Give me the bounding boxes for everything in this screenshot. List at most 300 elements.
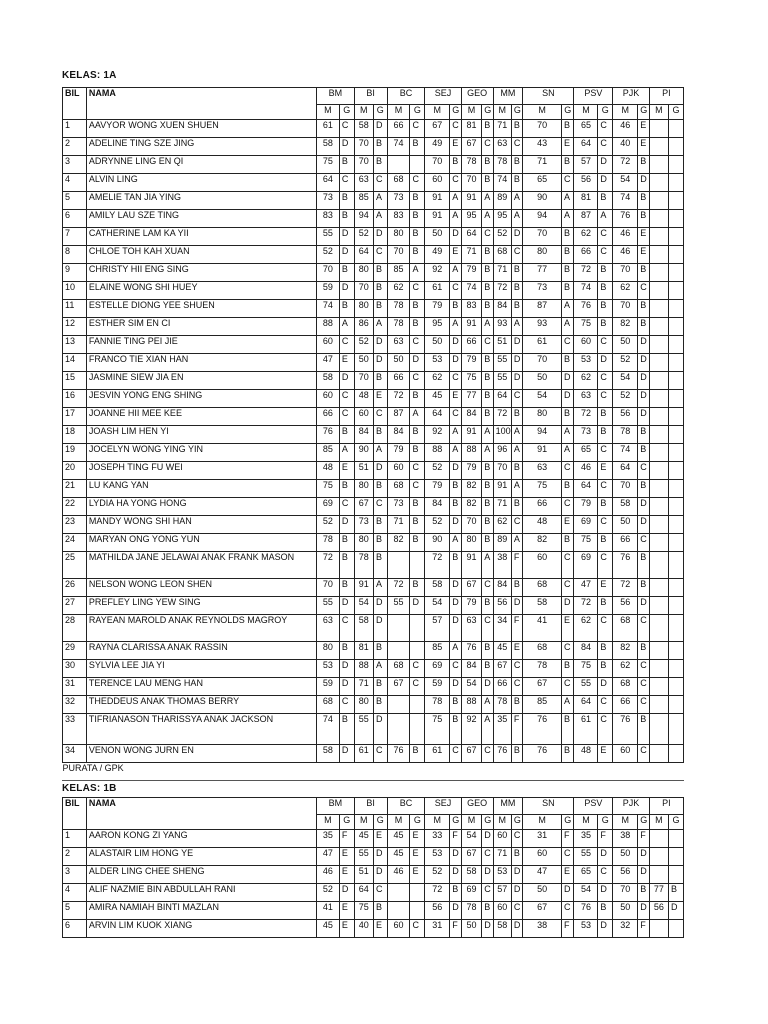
mark-cell: 79 [461,597,482,615]
mark-cell: 33 [425,830,450,848]
grade-cell: F [511,714,522,745]
student-name: TERENCE LAU MENG HAN [86,678,316,696]
mark-cell: 67 [425,120,450,138]
grade-cell: C [450,408,461,426]
grade-cell: B [511,156,522,174]
class-1b-marks-table [62,797,684,938]
grade-cell: B [482,264,493,282]
grade-cell: C [598,552,613,579]
grade-cell: C [410,660,425,678]
student-name: JOCELYN WONG YING YIN [86,444,316,462]
mark-cell: 63 [574,390,598,408]
grade-cell: C [373,884,387,902]
mark-cell: 80 [354,534,373,552]
mark-cell: 45 [387,848,410,866]
mark-cell: 81 [461,120,482,138]
student-name: AMIRA NAMIAH BINTI MAZLAN [86,902,316,920]
grade-cell: B [339,714,354,745]
grade-cell: B [482,282,493,300]
grade-cell [410,642,425,660]
grade-cell: B [482,408,493,426]
grade-cell: B [482,534,493,552]
bil-cell: 30 [63,660,87,678]
mark-cell: 75 [574,534,598,552]
student-name: AMILY LAU SZE TING [86,210,316,228]
bil-cell: 4 [63,174,87,192]
student-name: ADRYNNE LING EN QI [86,156,316,174]
grade-cell: A [373,192,387,210]
grade-cell: B [410,444,425,462]
mark-cell: 61 [317,120,340,138]
grade-cell: D [450,615,461,642]
grade-cell [669,354,684,372]
grade-cell: D [450,336,461,354]
mark-cell: 78 [387,318,410,336]
mark-cell: 74 [493,174,511,192]
student-row [63,228,684,246]
student-row [63,336,684,354]
student-row [63,426,684,444]
mark-cell: 77 [649,884,668,902]
mark-cell [649,282,668,300]
grade-cell: B [482,300,493,318]
mark-cell: 78 [387,300,410,318]
mark-cell: 68 [613,615,638,642]
mark-cell: 67 [354,498,373,516]
grade-cell: C [410,282,425,300]
mark-cell [649,300,668,318]
grade-cell: F [339,830,354,848]
student-row [63,902,684,920]
mark-cell: 91 [523,444,562,462]
student-row [63,534,684,552]
student-row [63,210,684,228]
grade-cell: D [450,902,461,920]
mark-cell: 84 [461,408,482,426]
mark-cell: 63 [523,462,562,480]
mark-cell: 91 [425,192,450,210]
mark-cell: 35 [493,714,511,745]
grade-cell: C [410,480,425,498]
grade-cell [669,615,684,642]
grade-cell: B [410,246,425,264]
mark-cell: 82 [461,498,482,516]
bil-cell: 5 [63,192,87,210]
grade-cell [669,534,684,552]
mark-cell: 67 [493,660,511,678]
mark-cell: 72 [493,408,511,426]
mark-cell [649,390,668,408]
student-row [63,830,684,848]
grade-cell: A [482,210,493,228]
grade-cell: D [638,408,649,426]
student-name: RAYNA CLARISSA ANAK RASSIN [86,642,316,660]
mark-cell: 47 [317,354,340,372]
grade-cell: B [561,660,574,678]
mark-cell: 48 [523,516,562,534]
student-row [63,264,684,282]
grade-cell: F [450,830,461,848]
grade-col-header: G [669,815,684,830]
grade-cell: C [561,462,574,480]
grade-cell: B [482,174,493,192]
student-row [63,444,684,462]
mark-cell [387,642,410,660]
mark-cell: 66 [613,696,638,714]
grade-cell: C [598,696,613,714]
grade-cell: B [598,498,613,516]
mark-cell: 58 [613,498,638,516]
grade-cell: E [339,354,354,372]
grade-cell: C [339,696,354,714]
grade-cell: E [410,848,425,866]
mark-cell: 60 [317,390,340,408]
grade-cell: A [561,696,574,714]
grade-cell [669,745,684,763]
mark-cell: 70 [613,884,638,902]
mark-cell: 79 [461,354,482,372]
mark-cell [649,498,668,516]
grade-cell: A [373,579,387,597]
mark-cell: 50 [461,920,482,938]
mark-cell [649,354,668,372]
mark-cell: 80 [354,300,373,318]
grade-cell: D [339,228,354,246]
grade-cell: B [511,745,522,763]
mark-cell: 68 [387,174,410,192]
mark-cell: 82 [387,534,410,552]
grade-cell: B [598,597,613,615]
mark-cell: 88 [461,696,482,714]
mark-cell: 83 [461,300,482,318]
mark-cell: 76 [574,902,598,920]
grade-cell: D [638,174,649,192]
mark-cell: 35 [317,830,340,848]
grade-cell: D [450,678,461,696]
mark-col-header: M [574,105,598,120]
grade-cell: C [339,615,354,642]
mark-cell: 91 [461,552,482,579]
mark-cell [649,678,668,696]
grade-cell: A [410,264,425,282]
grade-cell: D [511,336,522,354]
grade-cell: C [598,138,613,156]
mark-cell: 52 [613,390,638,408]
student-name: LU KANG YAN [86,480,316,498]
mark-cell [649,174,668,192]
mark-col-header: M [354,105,373,120]
grade-cell: C [638,696,649,714]
grade-cell: B [482,390,493,408]
grade-cell: D [339,745,354,763]
grade-cell: C [511,902,522,920]
grade-cell: B [410,498,425,516]
mark-cell: 53 [425,848,450,866]
mark-cell: 75 [354,902,373,920]
grade-cell: C [598,390,613,408]
grade-cell [669,678,684,696]
grade-cell: D [638,866,649,884]
subject-header-bc: BC [387,88,425,105]
mark-cell: 63 [354,174,373,192]
bil-cell: 7 [63,228,87,246]
grade-cell: B [373,678,387,696]
grade-cell: B [339,192,354,210]
mark-cell: 60 [387,920,410,938]
grade-cell: B [410,318,425,336]
grade-cell: D [339,678,354,696]
mark-cell: 62 [425,372,450,390]
bil-cell: 2 [63,848,87,866]
bil-cell: 29 [63,642,87,660]
grade-cell: A [482,318,493,336]
student-row [63,579,684,597]
mark-cell: 60 [317,336,340,354]
grade-cell: D [339,282,354,300]
mark-cell: 70 [354,372,373,390]
purata-row [63,763,684,780]
mark-cell: 89 [493,192,511,210]
mark-cell [387,615,410,642]
mark-cell: 68 [387,480,410,498]
grade-cell: D [482,830,493,848]
mark-cell: 90 [354,444,373,462]
subject-header-bi: BI [354,798,387,815]
bil-cell: 5 [63,902,87,920]
grade-cell: B [482,156,493,174]
grade-cell: E [638,138,649,156]
mark-cell: 71 [493,498,511,516]
bil-cell: 23 [63,516,87,534]
grade-cell: B [638,300,649,318]
mark-cell: 64 [613,462,638,480]
mark-cell [649,866,668,884]
mark-cell: 43 [523,138,562,156]
bil-cell: 15 [63,372,87,390]
grade-cell [669,660,684,678]
mark-cell: 87 [574,210,598,228]
grade-cell: B [598,426,613,444]
grade-cell: B [410,579,425,597]
mark-cell: 58 [354,120,373,138]
mark-cell: 50 [425,336,450,354]
mark-col-header: M [354,815,373,830]
grade-cell [669,462,684,480]
grade-cell: B [482,354,493,372]
grade-cell: D [450,354,461,372]
mark-cell: 50 [613,516,638,534]
subject-header-pjk: PJK [613,798,649,815]
mark-cell: 57 [425,615,450,642]
grade-cell: B [339,480,354,498]
grade-cell: B [561,354,574,372]
mark-cell: 59 [317,678,340,696]
mark-cell: 52 [425,462,450,480]
grade-cell: B [482,372,493,390]
grade-cell: C [482,228,493,246]
mark-cell: 58 [425,579,450,597]
mark-cell: 54 [461,678,482,696]
grade-cell: C [598,372,613,390]
grade-cell: C [450,282,461,300]
mark-cell [387,552,410,579]
mark-cell: 52 [317,246,340,264]
mark-cell [649,156,668,174]
mark-col-header: M [613,105,638,120]
grade-cell: A [561,210,574,228]
student-row [63,696,684,714]
grade-cell: C [511,390,522,408]
mark-cell: 66 [387,372,410,390]
mark-cell: 61 [523,336,562,354]
mark-cell: 84 [425,498,450,516]
mark-cell [649,372,668,390]
mark-cell: 57 [493,884,511,902]
student-row [63,372,684,390]
grade-cell: B [373,426,387,444]
mark-cell: 90 [523,192,562,210]
mark-col-header: M [461,105,482,120]
mark-cell: 70 [354,138,373,156]
student-name: ALIF NAZMIE BIN ABDULLAH RANI [86,884,316,902]
grade-cell: C [598,615,613,642]
student-name: LYDIA HA YONG HONG [86,498,316,516]
grade-col-header: G [561,105,574,120]
mark-cell: 84 [574,642,598,660]
mark-cell: 94 [523,426,562,444]
student-name: ESTELLE DIONG YEE SHUEN [86,300,316,318]
mark-cell: 54 [461,830,482,848]
mark-cell: 79 [461,462,482,480]
grade-cell: A [482,192,493,210]
mark-cell: 52 [354,228,373,246]
grade-cell: C [598,444,613,462]
mark-cell: 40 [354,920,373,938]
mark-cell: 76 [574,300,598,318]
grade-cell: B [410,426,425,444]
grade-cell [669,264,684,282]
grade-cell [410,615,425,642]
grade-cell: C [339,120,354,138]
grade-cell: C [561,678,574,696]
grade-cell: D [339,597,354,615]
grade-cell: D [511,228,522,246]
grade-cell: C [373,174,387,192]
grade-cell: B [339,300,354,318]
grade-cell: B [511,498,522,516]
bil-cell: 25 [63,552,87,579]
grade-cell: B [511,174,522,192]
mark-cell: 70 [613,300,638,318]
mark-cell: 67 [461,745,482,763]
grade-cell [410,552,425,579]
bil-cell: 19 [63,444,87,462]
grade-cell: D [373,714,387,745]
mark-cell: 60 [493,902,511,920]
mark-cell [649,696,668,714]
grade-cell: E [339,848,354,866]
grade-cell: F [561,920,574,938]
mark-cell: 65 [574,866,598,884]
grade-cell: D [482,920,493,938]
grade-cell: D [373,120,387,138]
grade-cell: B [638,192,649,210]
grade-col-header: G [511,815,522,830]
mark-cell: 46 [613,228,638,246]
grade-cell: A [511,444,522,462]
grade-cell: C [598,228,613,246]
grade-cell: B [511,848,522,866]
mark-cell: 62 [613,282,638,300]
mark-cell: 71 [354,678,373,696]
mark-cell: 77 [523,264,562,282]
bil-cell: 24 [63,534,87,552]
grade-cell: B [638,210,649,228]
mark-col-header: M [493,105,511,120]
mark-cell: 58 [317,138,340,156]
grade-cell: C [638,660,649,678]
grade-cell: C [638,615,649,642]
grade-cell: D [339,246,354,264]
mark-cell: 58 [354,615,373,642]
bil-cell: 1 [63,120,87,138]
mark-cell: 58 [493,920,511,938]
subject-header-geo: GEO [461,88,493,105]
mark-cell: 85 [425,642,450,660]
grade-cell [410,884,425,902]
mark-cell: 38 [493,552,511,579]
grade-cell: D [410,597,425,615]
mark-col-header: M [493,815,511,830]
mark-cell: 52 [425,516,450,534]
grade-cell: D [450,597,461,615]
grade-col-header: G [561,815,574,830]
grade-col-header: G [450,105,461,120]
grade-cell: B [511,120,522,138]
mark-cell: 72 [613,156,638,174]
grade-cell: C [373,246,387,264]
grade-cell: B [638,156,649,174]
mark-cell: 76 [613,552,638,579]
grade-cell: A [450,534,461,552]
grade-cell: B [638,318,649,336]
mark-cell: 80 [354,480,373,498]
grade-cell: C [410,920,425,938]
mark-cell: 49 [425,138,450,156]
mark-cell: 66 [387,120,410,138]
grade-cell: B [482,120,493,138]
mark-cell: 92 [461,714,482,745]
mark-cell: 70 [425,156,450,174]
mark-cell [649,444,668,462]
mark-cell: 88 [317,318,340,336]
grade-col-header: G [482,105,493,120]
mark-col-header: M [425,105,450,120]
mark-cell: 66 [493,678,511,696]
mark-cell: 80 [461,534,482,552]
mark-col-header: M [523,815,562,830]
grade-cell: A [339,318,354,336]
mark-cell: 56 [649,902,668,920]
student-name: AAVYOR WONG XUEN SHUEN [86,120,316,138]
grade-col-header: G [511,105,522,120]
mark-cell: 84 [493,300,511,318]
mark-cell: 61 [425,282,450,300]
grade-cell: F [638,920,649,938]
mark-cell: 77 [461,390,482,408]
mark-cell: 52 [493,228,511,246]
grade-cell: B [450,552,461,579]
